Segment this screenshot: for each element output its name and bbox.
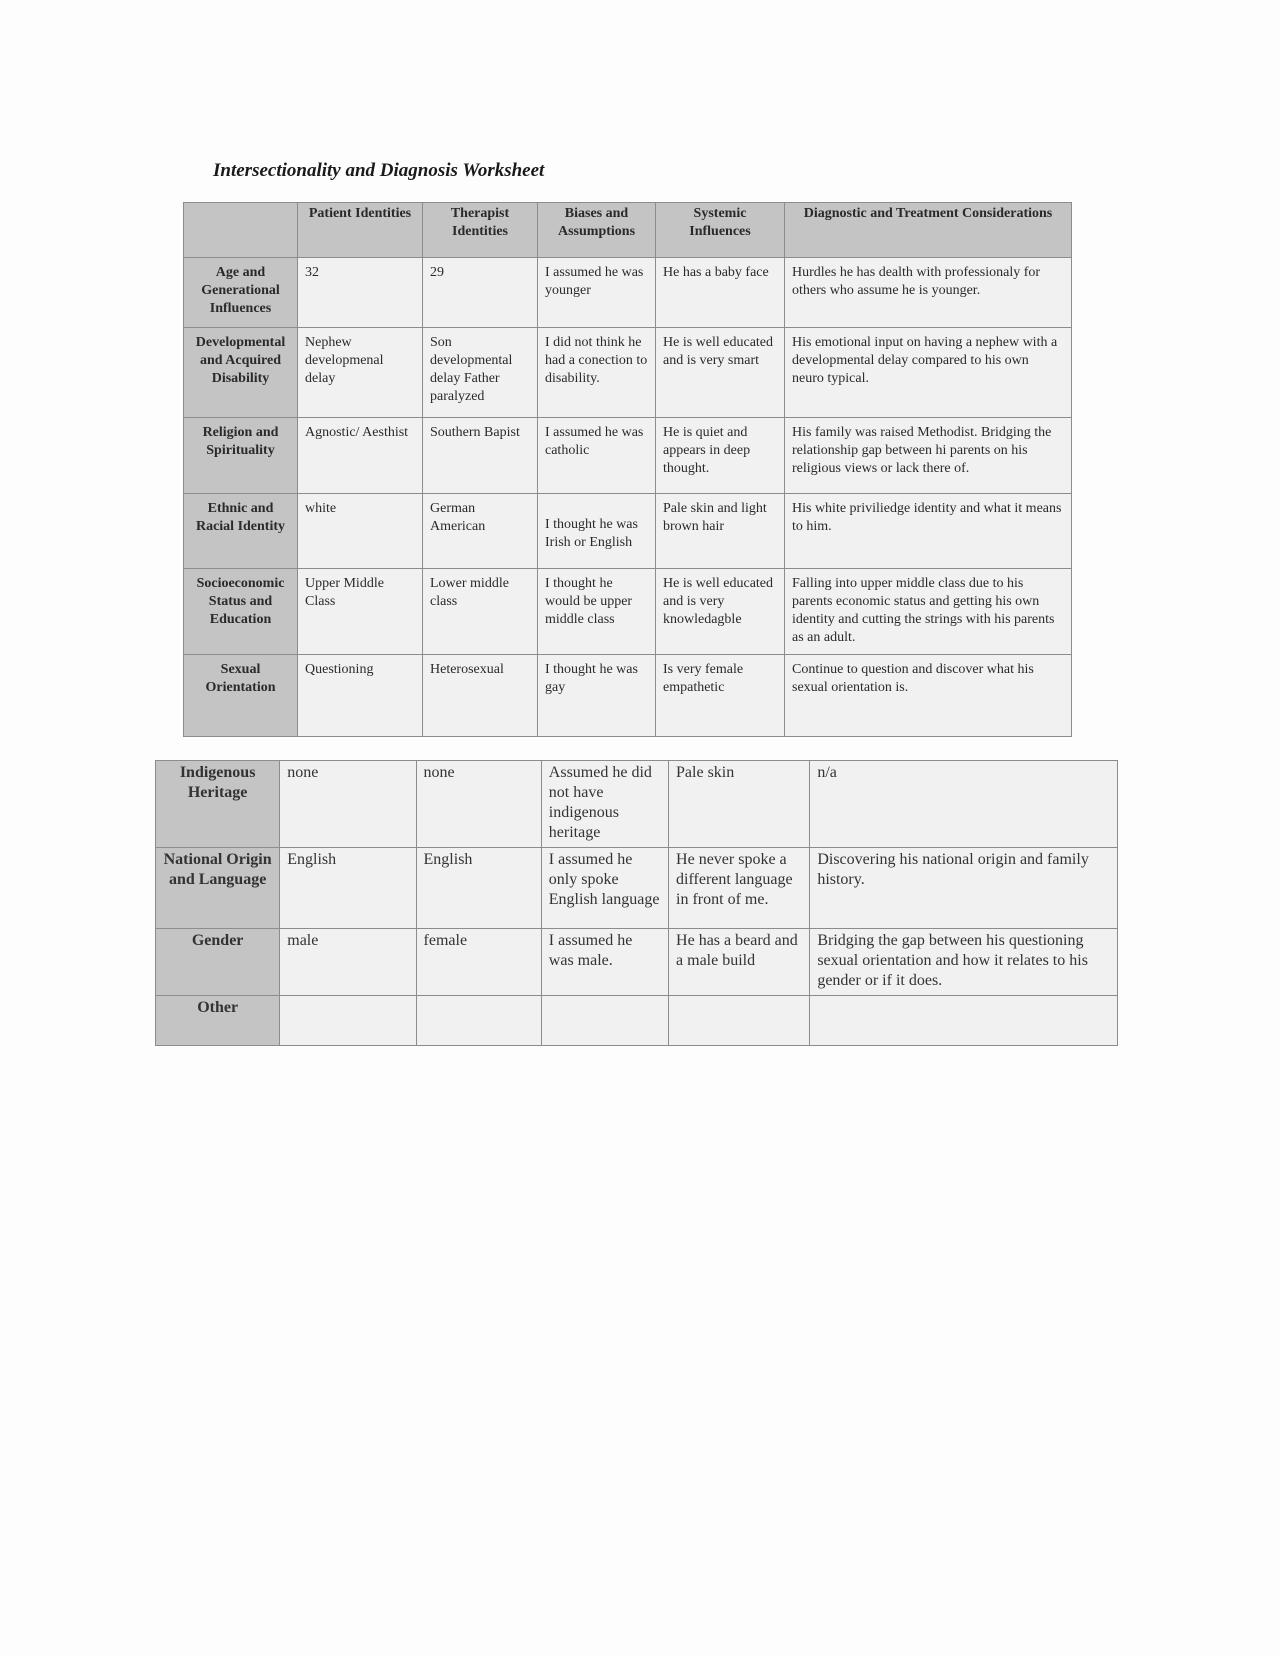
table-cell: Son developmental delay Father paralyzed <box>423 328 538 418</box>
table-row <box>156 996 1118 1046</box>
row-header: National Origin and Language <box>156 848 280 929</box>
column-header: Systemic Influences <box>656 203 785 258</box>
table-cell: I assumed he was catholic <box>538 418 656 494</box>
table-cell: Discovering his national origin and family history. <box>810 848 1118 929</box>
table-row <box>156 929 1118 996</box>
table-cell: I thought he would be upper middle class <box>538 569 656 655</box>
column-header: Biases and Assumptions <box>538 203 656 258</box>
table-cell: Questioning <box>298 655 423 737</box>
table-cell: Lower middle class <box>423 569 538 655</box>
table-cell: white <box>298 494 423 569</box>
table-row <box>184 328 1072 418</box>
column-header: Diagnostic and Treatment Considerations <box>785 203 1072 258</box>
table-cell: Falling into upper middle class due to his parents economic status and getting his own identity and cutting the strings with his parents as an adult. <box>785 569 1072 655</box>
table-cell: Heterosexual <box>423 655 538 737</box>
table-cell <box>541 996 668 1046</box>
table-row <box>184 258 1072 328</box>
table-cell: n/a <box>810 761 1118 848</box>
column-header: Patient Identities <box>298 203 423 258</box>
table-cell: His family was raised Methodist. Bridging the relationship gap between hi parents on his religious views or lack there of. <box>785 418 1072 494</box>
table-cell: English <box>416 848 541 929</box>
table-cell: male <box>280 929 416 996</box>
table-cell: Nephew developmenal delay <box>298 328 423 418</box>
table-cell: Continue to question and discover what his sexual orientation is. <box>785 655 1072 737</box>
table-row <box>184 494 1072 569</box>
table-cell: He is well educated and is very knowledagble <box>656 569 785 655</box>
table-cell: His emotional input on having a nephew with a developmental delay compared to his own neuro typical. <box>785 328 1072 418</box>
worksheet-title: Intersectionality and Diagnosis Worksheet <box>213 160 545 181</box>
table-cell: Bridging the gap between his questioning sexual orientation and how it relates to his gender or if it does. <box>810 929 1118 996</box>
table-cell: Hurdles he has dealth with professionaly for others who assume he is younger. <box>785 258 1072 328</box>
table-cell: none <box>416 761 541 848</box>
table-row <box>184 655 1072 737</box>
table-cell: Southern Bapist <box>423 418 538 494</box>
table-cell: 32 <box>298 258 423 328</box>
table-cell: none <box>280 761 416 848</box>
table-cell: I thought he was gay <box>538 655 656 737</box>
worksheet-table-continued <box>155 760 1118 1046</box>
table-cell: His white priviliedge identity and what it means to him. <box>785 494 1072 569</box>
table-cell <box>810 996 1118 1046</box>
table-cell: I assumed he only spoke English language <box>541 848 668 929</box>
table-cell: Pale skin <box>669 761 810 848</box>
table-row <box>156 848 1118 929</box>
table-cell: He is well educated and is very smart <box>656 328 785 418</box>
row-header: Ethnic and Racial Identity <box>184 494 298 569</box>
table-cell <box>416 996 541 1046</box>
table-cell: 29 <box>423 258 538 328</box>
table-cell: He never spoke a different language in front of me. <box>669 848 810 929</box>
table-cell: I thought he was Irish or English <box>538 494 656 569</box>
table-cell: He has a baby face <box>656 258 785 328</box>
column-header: Therapist Identities <box>423 203 538 258</box>
table-cell: German American <box>423 494 538 569</box>
table-row <box>184 418 1072 494</box>
row-header: Developmental and Acquired Disability <box>184 328 298 418</box>
table-cell: Pale skin and light brown hair <box>656 494 785 569</box>
table-cell: I assumed he was younger <box>538 258 656 328</box>
table-cell <box>280 996 416 1046</box>
table-cell: English <box>280 848 416 929</box>
table-cell: I did not think he had a conection to disability. <box>538 328 656 418</box>
table-cell <box>669 996 810 1046</box>
table-cell: Upper Middle Class <box>298 569 423 655</box>
worksheet-table-main <box>183 202 1072 737</box>
row-header: Age and Generational Influences <box>184 258 298 328</box>
table-cell: Is very female empathetic <box>656 655 785 737</box>
corner-cell <box>184 203 298 258</box>
table-cell: Assumed he did not have indigenous heritage <box>541 761 668 848</box>
row-header: Religion and Spirituality <box>184 418 298 494</box>
row-header: Indigenous Heritage <box>156 761 280 848</box>
row-header: Sexual Orientation <box>184 655 298 737</box>
table-cell: I assumed he was male. <box>541 929 668 996</box>
table-row <box>156 761 1118 848</box>
table-row <box>184 569 1072 655</box>
row-header: Other <box>156 996 280 1046</box>
row-header: Gender <box>156 929 280 996</box>
table-cell: He is quiet and appears in deep thought. <box>656 418 785 494</box>
table-cell: female <box>416 929 541 996</box>
table-cell: Agnostic/ Aesthist <box>298 418 423 494</box>
table-cell: He has a beard and a male build <box>669 929 810 996</box>
header-row <box>184 203 1072 258</box>
row-header: Socioeconomic Status and Education <box>184 569 298 655</box>
